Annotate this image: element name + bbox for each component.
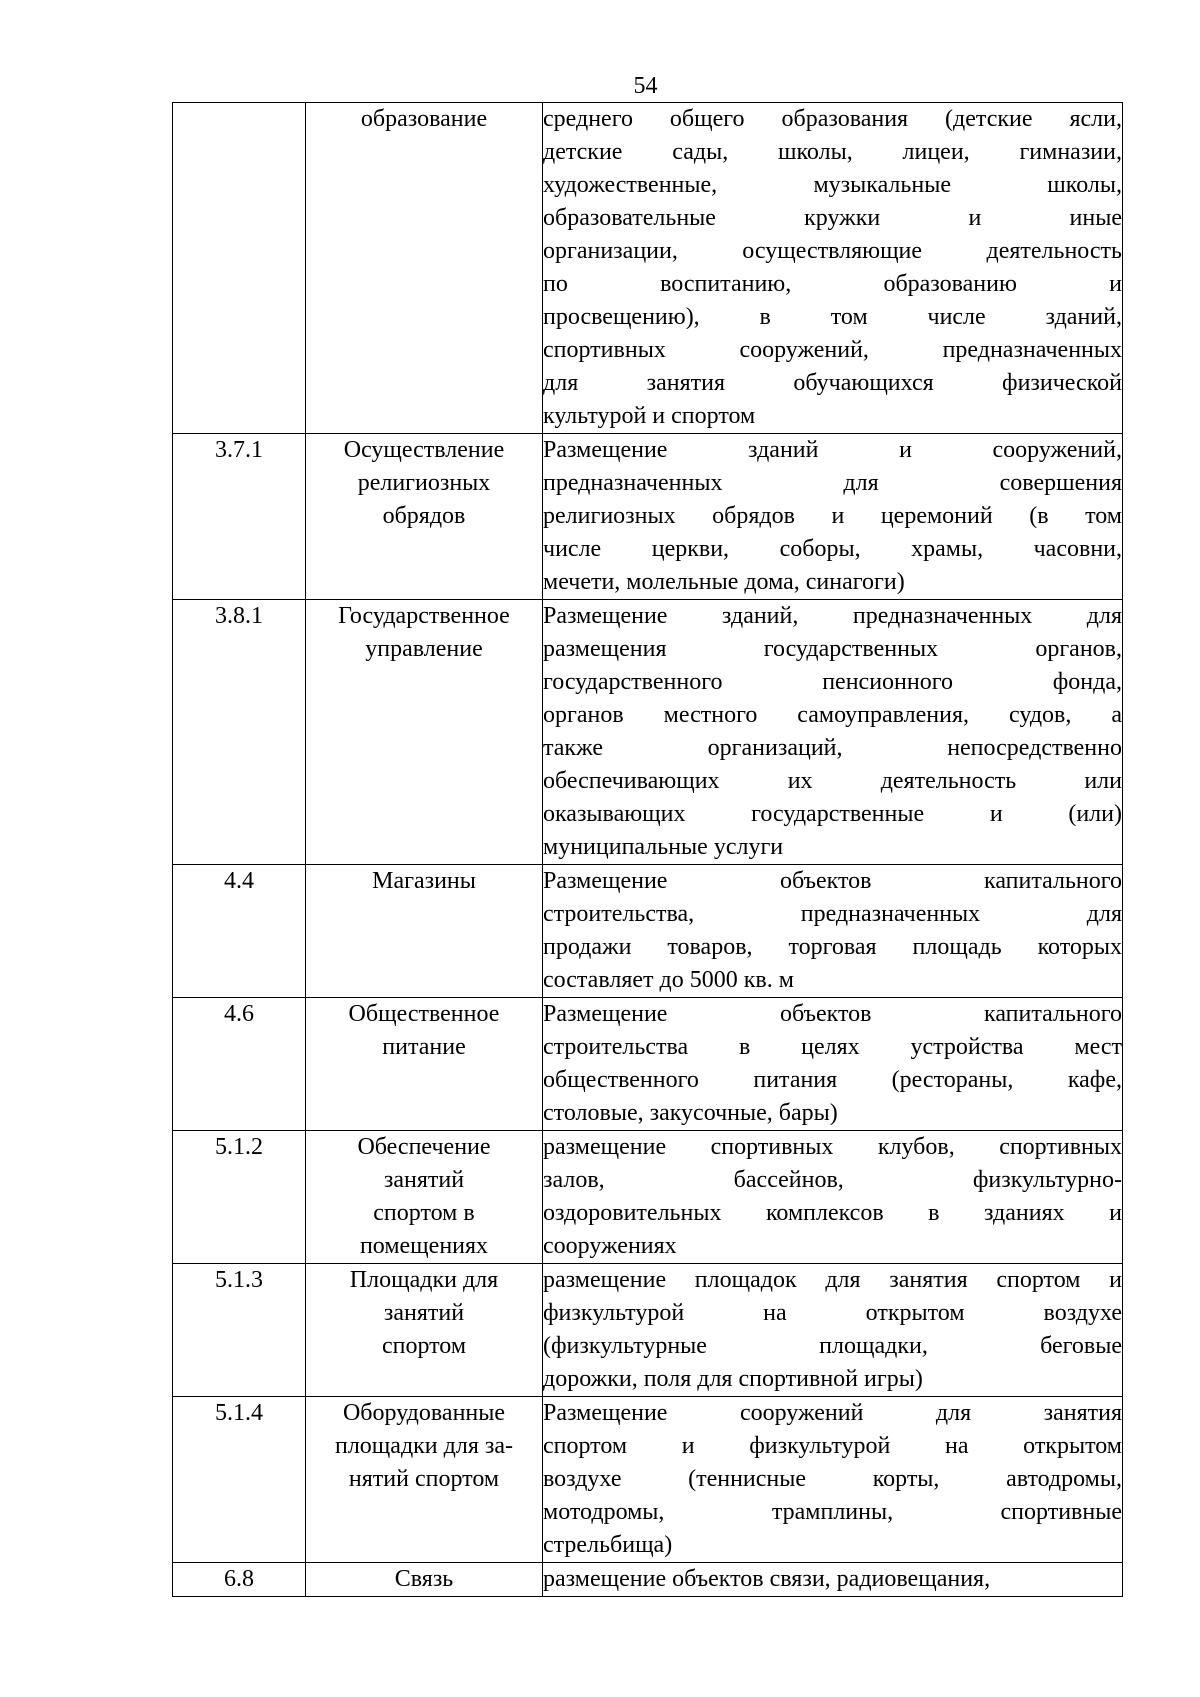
row-description-line: художественные, музыкальные школы, [543, 172, 1122, 198]
row-name-line: спортом [381, 1333, 467, 1359]
row-description [543, 103, 1123, 434]
row-description-line: Размещение зданий и сооружений, [543, 437, 1122, 463]
row-description-line: организации, осуществляющие деятельность [543, 238, 1122, 264]
table-row [173, 1264, 1123, 1397]
row-name-line: Общественное [348, 1001, 500, 1027]
row-description [543, 434, 1123, 600]
row-description-line: просвещению), в том числе зданий, [543, 304, 1122, 330]
row-description-line: спортивных сооружений, предназначенных [543, 337, 1122, 363]
row-description-line: Размещение сооружений для занятия [543, 1400, 1122, 1426]
row-name [306, 998, 543, 1131]
row-description-line: предназначенных для совершения [543, 470, 1122, 496]
row-description-line: оказывающих государственные и (или) [543, 801, 1122, 827]
row-description-line: стрельбища) [543, 1532, 673, 1558]
row-description-line: образовательные кружки и иные [543, 205, 1122, 231]
land-use-table [172, 102, 1123, 1597]
row-name [306, 1397, 543, 1563]
row-description-line: культурой и спортом [543, 403, 756, 429]
row-name [306, 600, 543, 865]
row-description-line: (физкультурные площадки, беговые [543, 1333, 1122, 1359]
row-name [306, 103, 543, 434]
row-description-line: мотодромы, трамплины, спортивные [543, 1499, 1122, 1525]
row-name-line: занятий [383, 1167, 465, 1193]
row-name [306, 865, 543, 998]
row-name-line: площадки для за- [334, 1433, 514, 1459]
row-description-line: государственного пенсионного фонда, [543, 669, 1122, 695]
row-name-line: Государственное [338, 603, 510, 629]
table-row [173, 600, 1123, 865]
row-description [543, 998, 1123, 1131]
row-code: 3.8.1 [173, 600, 306, 865]
row-code: 5.1.4 [173, 1397, 306, 1563]
row-name-line: Оборудованные [342, 1400, 506, 1426]
row-description [543, 1563, 1123, 1597]
row-description-line: религиозных обрядов и церемоний (в том [543, 503, 1122, 529]
row-description-line: составляет до 5000 кв. м [543, 967, 794, 993]
row-name [306, 434, 543, 600]
row-description-line: оздоровительных комплексов в зданиях и [543, 1200, 1122, 1226]
row-description-line: муниципальные услуги [543, 834, 784, 860]
row-name-line: управление [365, 636, 483, 662]
row-name-line: Магазины [372, 868, 476, 894]
row-code: 4.6 [173, 998, 306, 1131]
row-code [173, 103, 306, 434]
row-description-line: обеспечивающих их деятельность или [543, 768, 1122, 794]
row-code: 5.1.3 [173, 1264, 306, 1397]
row-name-line: нятий спортом [348, 1466, 500, 1492]
row-description-line: среднего общего образования (детские ясли, [543, 106, 1122, 132]
row-description-line: Размещение объектов капитального [543, 1001, 1122, 1027]
row-description-line: сооружениях [543, 1233, 677, 1259]
row-description-line: общественного питания (рестораны, кафе, [543, 1067, 1122, 1093]
table-row [173, 1131, 1123, 1264]
row-name [306, 1563, 543, 1597]
row-name-line: обрядов [382, 503, 466, 529]
row-name-line: Обеспечение [357, 1134, 491, 1160]
row-name-line: образование [360, 106, 488, 132]
row-code: 6.8 [173, 1563, 306, 1597]
row-description-line: физкультурой на открытом воздухе [543, 1300, 1122, 1326]
row-description-line: размещение площадок для занятия спортом и [543, 1267, 1122, 1293]
row-description [543, 1397, 1123, 1563]
table-row [173, 1397, 1123, 1563]
row-description-line: размещение спортивных клубов, спортивных [543, 1134, 1122, 1160]
row-description-line: детские сады, школы, лицеи, гимназии, [543, 139, 1122, 165]
row-description-line: числе церкви, соборы, храмы, часовни, [543, 536, 1122, 562]
table-row [173, 1563, 1123, 1597]
row-description-line: органов местного самоуправления, судов, а [543, 702, 1122, 728]
row-description-line: воздухе (теннисные корты, автодромы, [543, 1466, 1122, 1492]
row-name-line: религиозных [357, 470, 491, 496]
table-body [173, 103, 1123, 1597]
row-name-line: Площадки для [349, 1267, 499, 1293]
row-description-line: Размещение объектов капитального [543, 868, 1122, 894]
row-description-line: спортом и физкультурой на открытом [543, 1433, 1122, 1459]
row-description-line: столовые, закусочные, бары) [543, 1100, 838, 1126]
row-description-line: размещения государственных органов, [543, 636, 1122, 662]
row-code: 5.1.2 [173, 1131, 306, 1264]
row-name [306, 1264, 543, 1397]
row-description [543, 600, 1123, 865]
row-name-line: помещениях [359, 1233, 489, 1259]
row-description-line: строительства в целях устройства мест [543, 1034, 1122, 1060]
table-row [173, 998, 1123, 1131]
row-name-line: спортом в [373, 1200, 475, 1226]
row-code: 3.7.1 [173, 434, 306, 600]
row-description [543, 1131, 1123, 1264]
table-row [173, 434, 1123, 600]
row-name-line: занятий [383, 1300, 465, 1326]
row-description-line: Размещение зданий, предназначенных для [543, 603, 1122, 629]
row-description [543, 1264, 1123, 1397]
row-description-line: дорожки, поля для спортивной игры) [543, 1366, 923, 1392]
row-name-line: питание [382, 1034, 466, 1060]
row-name-line: Осуществление [343, 437, 505, 463]
row-description [543, 865, 1123, 998]
row-description-line: размещение объектов связи, радиовещания, [543, 1566, 991, 1592]
row-description-line: строительства, предназначенных для [543, 901, 1122, 927]
page-number: 54 [633, 73, 658, 99]
row-description-line: залов, бассейнов, физкультурно- [543, 1167, 1122, 1193]
row-code: 4.4 [173, 865, 306, 998]
row-name-line: Связь [394, 1566, 454, 1592]
row-description-line: по воспитанию, образованию и [543, 271, 1122, 297]
row-name [306, 1131, 543, 1264]
table-row [173, 103, 1123, 434]
row-description-line: также организаций, непосредственно [543, 735, 1122, 761]
row-description-line: продажи товаров, торговая площадь которых [543, 934, 1122, 960]
row-description-line: мечети, молельные дома, синагоги) [543, 569, 905, 595]
table-row [173, 865, 1123, 998]
row-description-line: для занятия обучающихся физической [543, 370, 1122, 396]
